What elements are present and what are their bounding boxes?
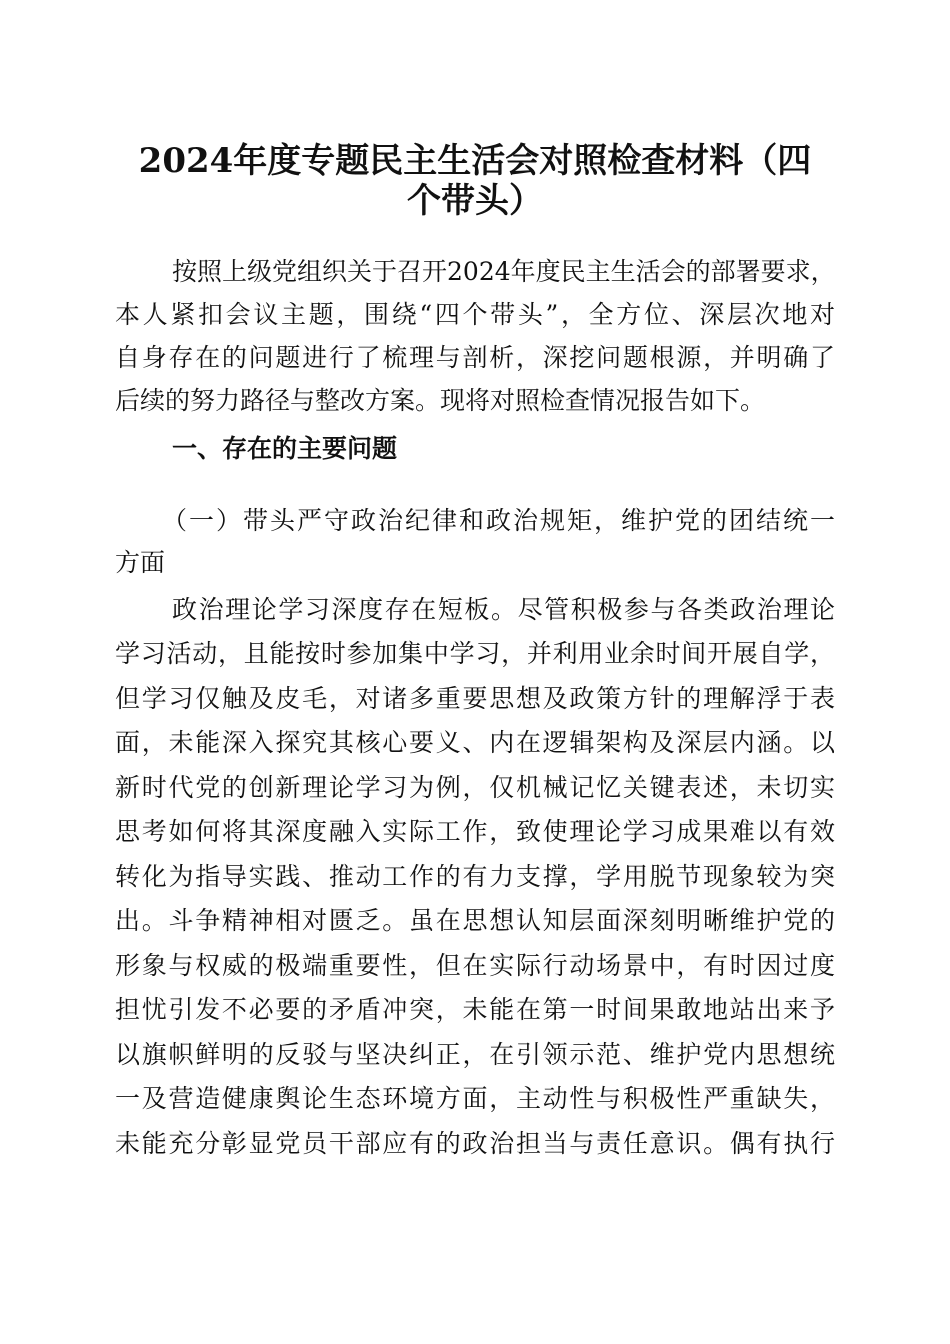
section-heading: 一、存在的主要问题 xyxy=(172,434,398,463)
title-line: 2024年度专题民主生活会对照检查材料（四 xyxy=(138,141,812,181)
text-line: 转化为指导实践、推动工作的有力支撑，学用脱节现象较为突 xyxy=(115,862,835,891)
text-line: 按照上级党组织关于召开2024年度民主生活会的部署要求， xyxy=(172,257,836,286)
text-line: 自身存在的问题进行了梳理与剖析，深挖问题根源，并明确了 xyxy=(115,343,835,372)
text-line: 未能充分彰显党员干部应有的政治担当与责任意识。偶有执行 xyxy=(115,1129,835,1158)
text-line: 出。斗争精神相对匮乏。虽在思想认知层面深刻明晰维护党的 xyxy=(115,906,835,935)
text-line: 以旗帜鲜明的反驳与坚决纠正，在引领示范、维护党内思想统 xyxy=(115,1040,835,1069)
text-line: 方面 xyxy=(115,548,166,577)
text-line: （一）带头严守政治纪律和政治规矩，维护党的团结统一 xyxy=(162,506,835,535)
text-line: 后续的努力路径与整改方案。现将对照检查情况报告如下。 xyxy=(115,386,766,415)
text-line: 担忧引发不必要的矛盾冲突，未能在第一时间果敢地站出来予 xyxy=(115,995,835,1024)
text-line: 一及营造健康舆论生态环境方面，主动性与积极性严重缺失， xyxy=(115,1084,835,1113)
text-line: 学习活动，且能按时参加集中学习，并利用业余时间开展自学， xyxy=(115,639,835,668)
text-line: 新时代党的创新理论学习为例，仅机械记忆关键表述，未切实 xyxy=(115,773,835,802)
text-line: 政治理论学习深度存在短板。尽管积极参与各类政治理论 xyxy=(172,595,835,624)
text-line: 但学习仅触及皮毛，对诸多重要思想及政策方针的理解浮于表 xyxy=(115,684,835,713)
text-line: 形象与权威的极端重要性，但在实际行动场景中，有时因过度 xyxy=(115,951,835,980)
text-line: 面，未能深入探究其核心要义、内在逻辑架构及深层内涵。以 xyxy=(115,728,835,757)
text-line: 思考如何将其深度融入实际工作，致使理论学习成果难以有效 xyxy=(115,817,835,846)
text-line: 本人紧扣会议主题，围绕“四个带头”，全方位、深层次地对 xyxy=(115,300,835,329)
title-line: 个带头） xyxy=(407,181,543,221)
